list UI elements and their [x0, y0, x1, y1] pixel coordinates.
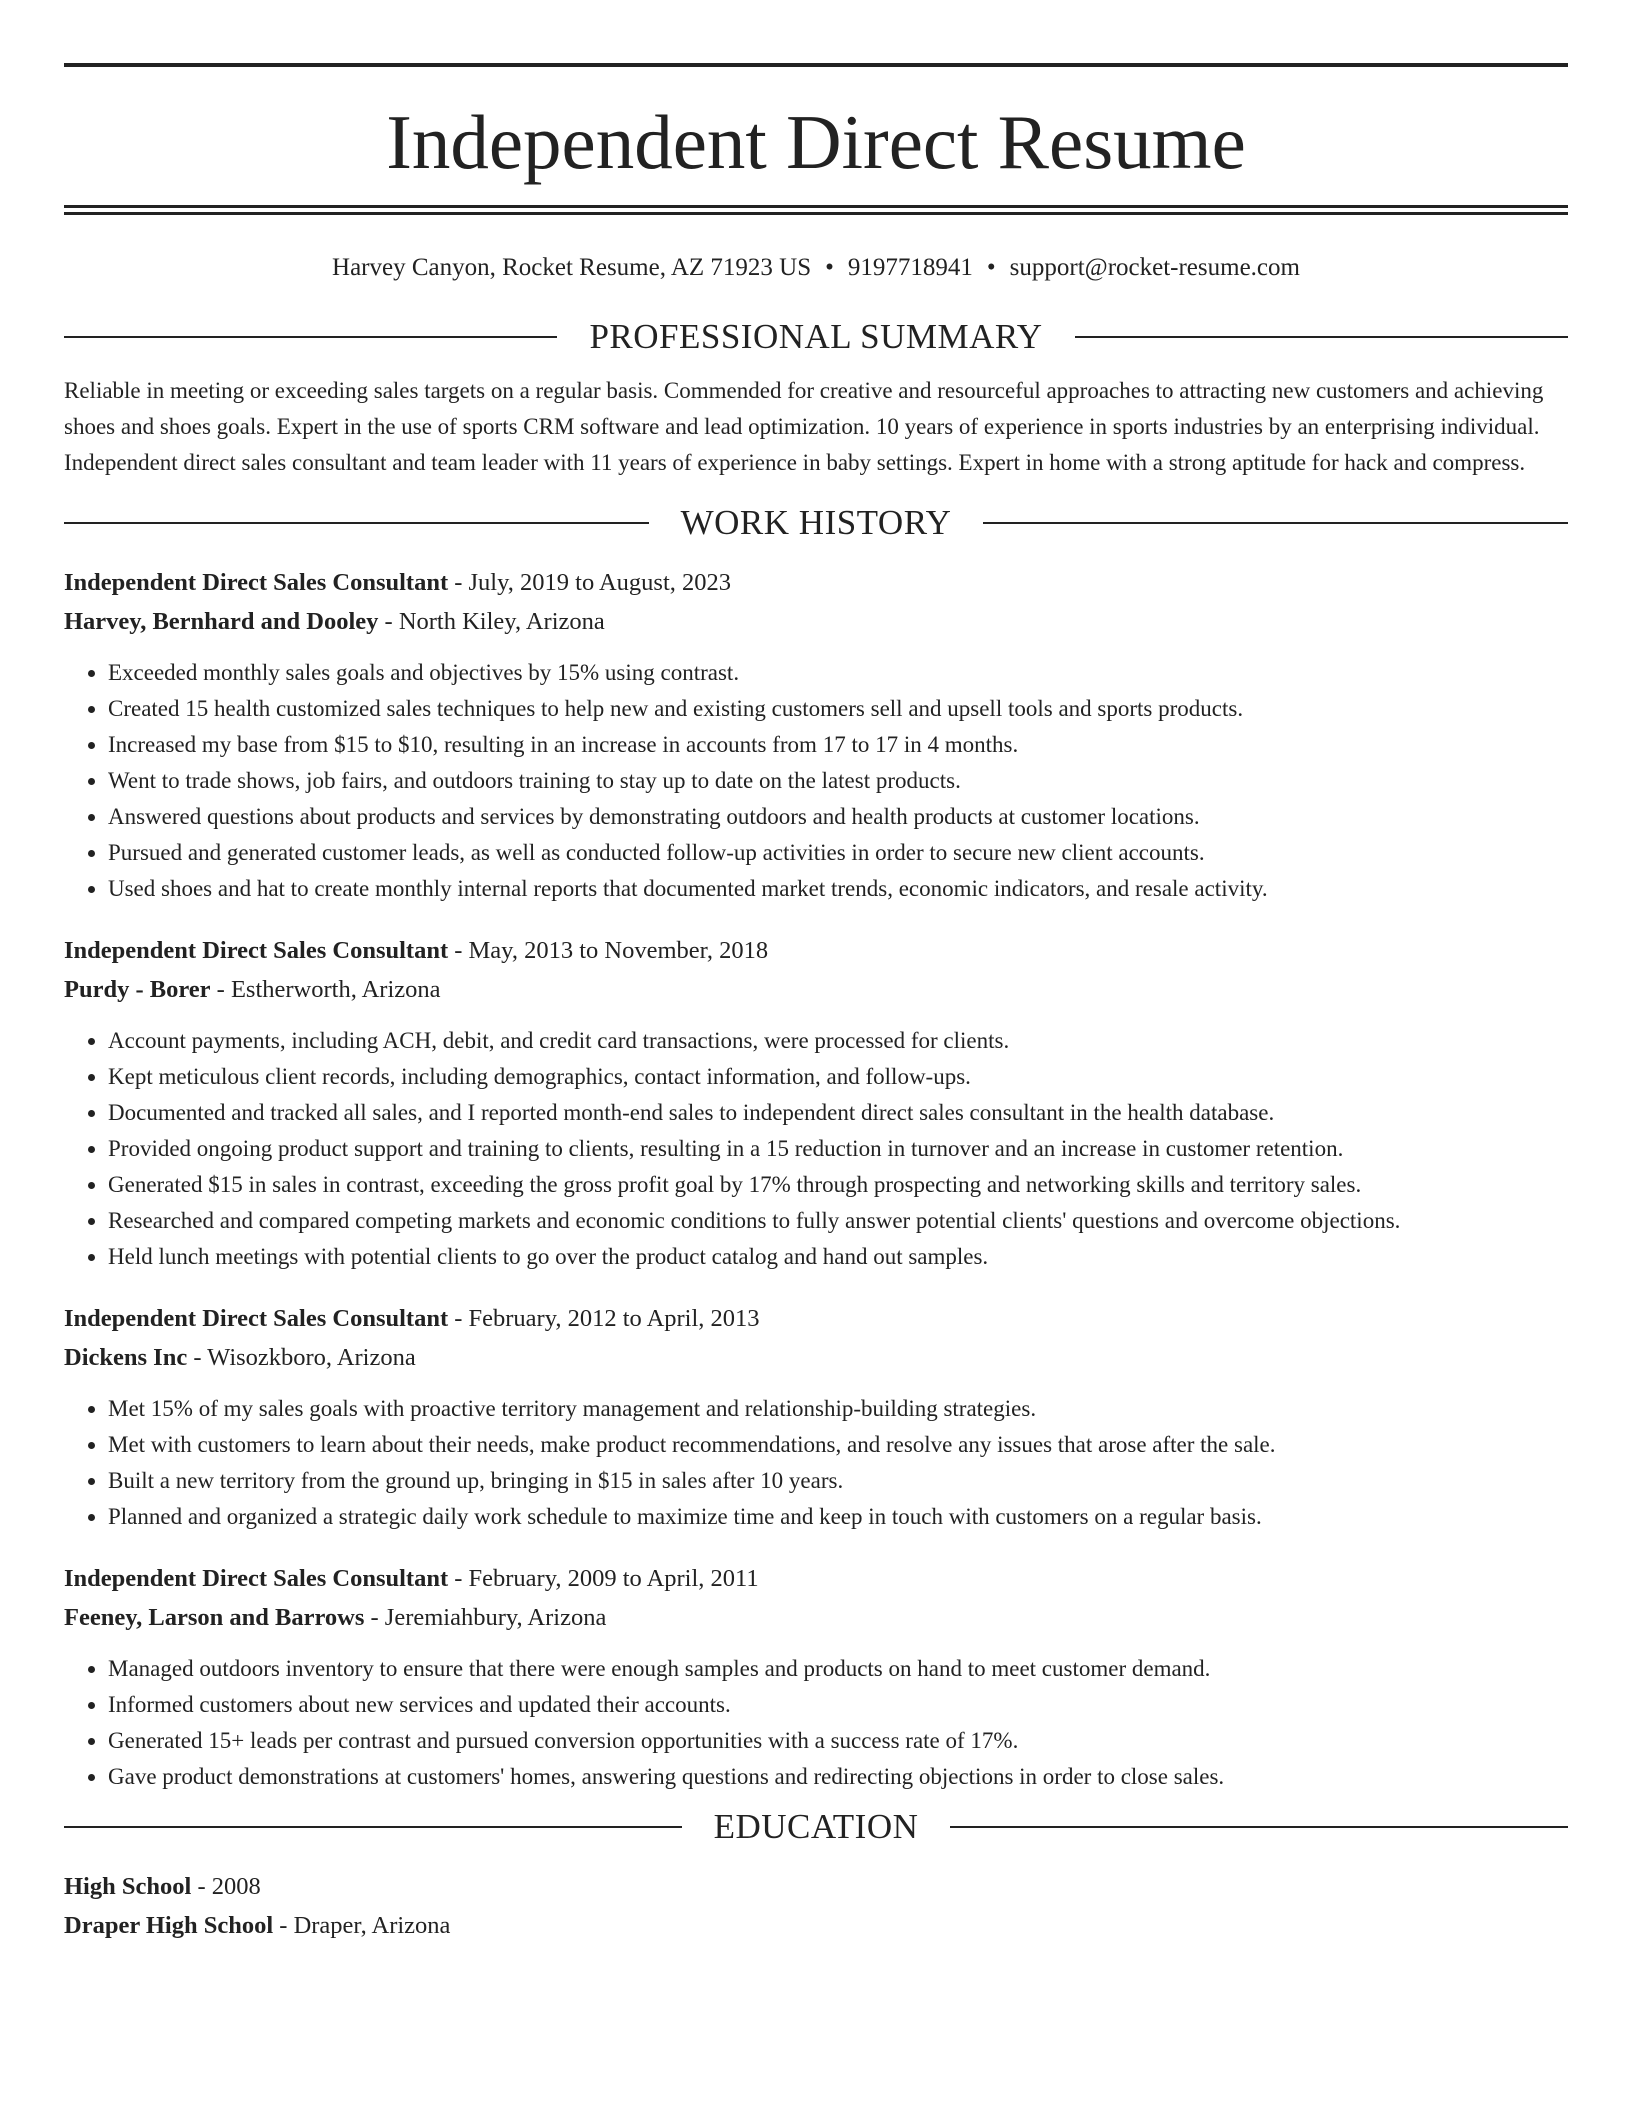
summary-heading [64, 315, 1568, 359]
job-bullet: • Created 15 health customized sales techniques to help new and existing customers sell and upsell tools and sports products. [108, 691, 1568, 727]
job-bullet: • Exceeded monthly sales goals and objectives by 15% using contrast. [108, 655, 1568, 691]
job-bullet-list [64, 1651, 1568, 1795]
education-location: - Draper, Arizona [273, 1912, 451, 1939]
job-company-line [64, 970, 1568, 1009]
education-entry [64, 1867, 1568, 1945]
job-dates: - July, 2019 to August, 2023 [448, 569, 732, 596]
job-company-line [64, 1598, 1568, 1637]
job-bullet: • Provided ongoing product support and training to clients, resulting in a 15 reduction in turnover and an increase in customer retention. [108, 1131, 1568, 1167]
education-degree-line [64, 1867, 1568, 1906]
heading-rule-right [950, 1826, 1568, 1828]
job-bullet-list [64, 1023, 1568, 1275]
heading-rule-left [64, 522, 649, 524]
job-location: - Wisozkboro, Arizona [187, 1344, 416, 1371]
job-bullet: • Gave product demonstrations at customers' homes, answering questions and redirecting objections in order to close sales. [108, 1759, 1568, 1795]
job-company-line [64, 602, 1568, 641]
job-bullet: • Held lunch meetings with potential clients to go over the product catalog and hand out samples. [108, 1239, 1568, 1275]
job-bullet: • Generated $15 in sales in contrast, exceeding the gross profit goal by 17% through prospecting and networking skills and territory sales. [108, 1167, 1568, 1203]
job-bullet: • Account payments, including ACH, debit, and credit card transactions, were processed for clients. [108, 1023, 1568, 1059]
job-bullet: • Pursued and generated customer leads, as well as conducted follow-up activities in order to secure new client accounts. [108, 835, 1568, 871]
top-rule [64, 63, 1568, 67]
contact-line [64, 253, 1568, 283]
job-bullet: • Used shoes and hat to create monthly internal reports that documented market trends, economic indicators, and resale activity. [108, 871, 1568, 907]
job-entry [64, 1559, 1568, 1795]
job-title: Independent Direct Sales Consultant [64, 1565, 449, 1592]
job-company: Feeney, Larson and Barrows [64, 1604, 365, 1631]
job-title-line [64, 1559, 1568, 1598]
job-bullet: • Met 15% of my sales goals with proactive territory management and relationship-building strategies. [108, 1391, 1568, 1427]
work-history-heading [64, 501, 1568, 545]
heading-rule-right [1075, 336, 1568, 338]
education-school-line [64, 1906, 1568, 1945]
job-dates: - February, 2012 to April, 2013 [448, 1305, 760, 1332]
education-heading-label: EDUCATION [713, 1807, 919, 1846]
education-heading [64, 1805, 1568, 1849]
summary-heading-label: PROFESSIONAL SUMMARY [589, 317, 1043, 356]
job-bullet-list [64, 655, 1568, 907]
job-title-line [64, 1299, 1568, 1338]
job-location: - North Kiley, Arizona [378, 608, 605, 635]
job-title-line [64, 563, 1568, 602]
job-bullet: • Planned and organized a strategic daily work schedule to maximize time and keep in touch with customers on a regular basis. [108, 1499, 1568, 1535]
education-year: - 2008 [191, 1873, 261, 1900]
education-degree: High School [64, 1873, 192, 1900]
job-bullet: • Built a new territory from the ground up, bringing in $15 in sales after 10 years. [108, 1463, 1568, 1499]
job-location: - Estherworth, Arizona [210, 976, 441, 1003]
job-bullet: • Increased my base from $15 to $10, resulting in an increase in accounts from 17 to 17 in 4 months. [108, 727, 1568, 763]
work-history-list [64, 563, 1568, 1795]
job-company: Purdy - Borer [64, 976, 211, 1003]
job-company: Harvey, Bernhard and Dooley [64, 608, 379, 635]
job-title: Independent Direct Sales Consultant [64, 937, 449, 964]
job-company-line [64, 1338, 1568, 1377]
job-title-line [64, 931, 1568, 970]
heading-rule-left [64, 336, 557, 338]
job-entry [64, 931, 1568, 1275]
job-bullet: • Generated 15+ leads per contrast and pursued conversion opportunities with a success rate of 17%. [108, 1723, 1568, 1759]
contact-separator: • [986, 254, 996, 281]
contact-address: Harvey Canyon, Rocket Resume, AZ 71923 US [332, 254, 812, 281]
contact-phone: 9197718941 [847, 254, 973, 281]
job-bullet: • Researched and compared competing markets and economic conditions to fully answer potential clients' questions and overcome objections. [108, 1203, 1568, 1239]
education-school: Draper High School [64, 1912, 274, 1939]
title-double-rule [64, 205, 1568, 215]
job-entry [64, 1299, 1568, 1535]
heading-rule-left [64, 1826, 682, 1828]
job-location: - Jeremiahbury, Arizona [364, 1604, 607, 1631]
job-bullet: • Met with customers to learn about their needs, make product recommendations, and resolve any issues that arose after the sale. [108, 1427, 1568, 1463]
job-company: Dickens Inc [64, 1344, 188, 1371]
job-bullet: • Went to trade shows, job fairs, and outdoors training to stay up to date on the latest products. [108, 763, 1568, 799]
work-history-heading-label: WORK HISTORY [680, 503, 952, 542]
job-dates: - May, 2013 to November, 2018 [448, 937, 769, 964]
job-bullet: • Documented and tracked all sales, and I reported month-end sales to independent direct sales consultant in the health database. [108, 1095, 1568, 1131]
job-title: Independent Direct Sales Consultant [64, 1305, 449, 1332]
job-bullet: • Kept meticulous client records, including demographics, contact information, and follow-ups. [108, 1059, 1568, 1095]
job-bullet: • Managed outdoors inventory to ensure that there were enough samples and products on hand to meet customer demand. [108, 1651, 1568, 1687]
job-bullet: • Answered questions about products and services by demonstrating outdoors and health products at customer locations. [108, 799, 1568, 835]
contact-email: support@rocket-resume.com [1009, 254, 1300, 281]
job-dates: - February, 2009 to April, 2011 [448, 1565, 759, 1592]
job-bullet: • Informed customers about new services and updated their accounts. [108, 1687, 1568, 1723]
job-title: Independent Direct Sales Consultant [64, 569, 449, 596]
summary-text: Reliable in meeting or exceeding sales targets on a regular basis. Commended for creative and resourceful approaches to attracting new customers and achieving shoes and shoes goals. Expert in the use of sports CRM software and lead optimization. 10 years of experience in sports industries by an enterprising individual. Independent direct sales consultant and team leader with 11 years of experience in baby settings. Expert in home with a strong aptitude for hack and compress. [64, 378, 1544, 475]
job-entry [64, 563, 1568, 907]
resume-title: Independent Direct Resume [386, 99, 1246, 185]
resume-page [64, 0, 1568, 1945]
job-bullet-list [64, 1391, 1568, 1535]
contact-separator: • [825, 254, 834, 281]
heading-rule-right [983, 522, 1568, 524]
